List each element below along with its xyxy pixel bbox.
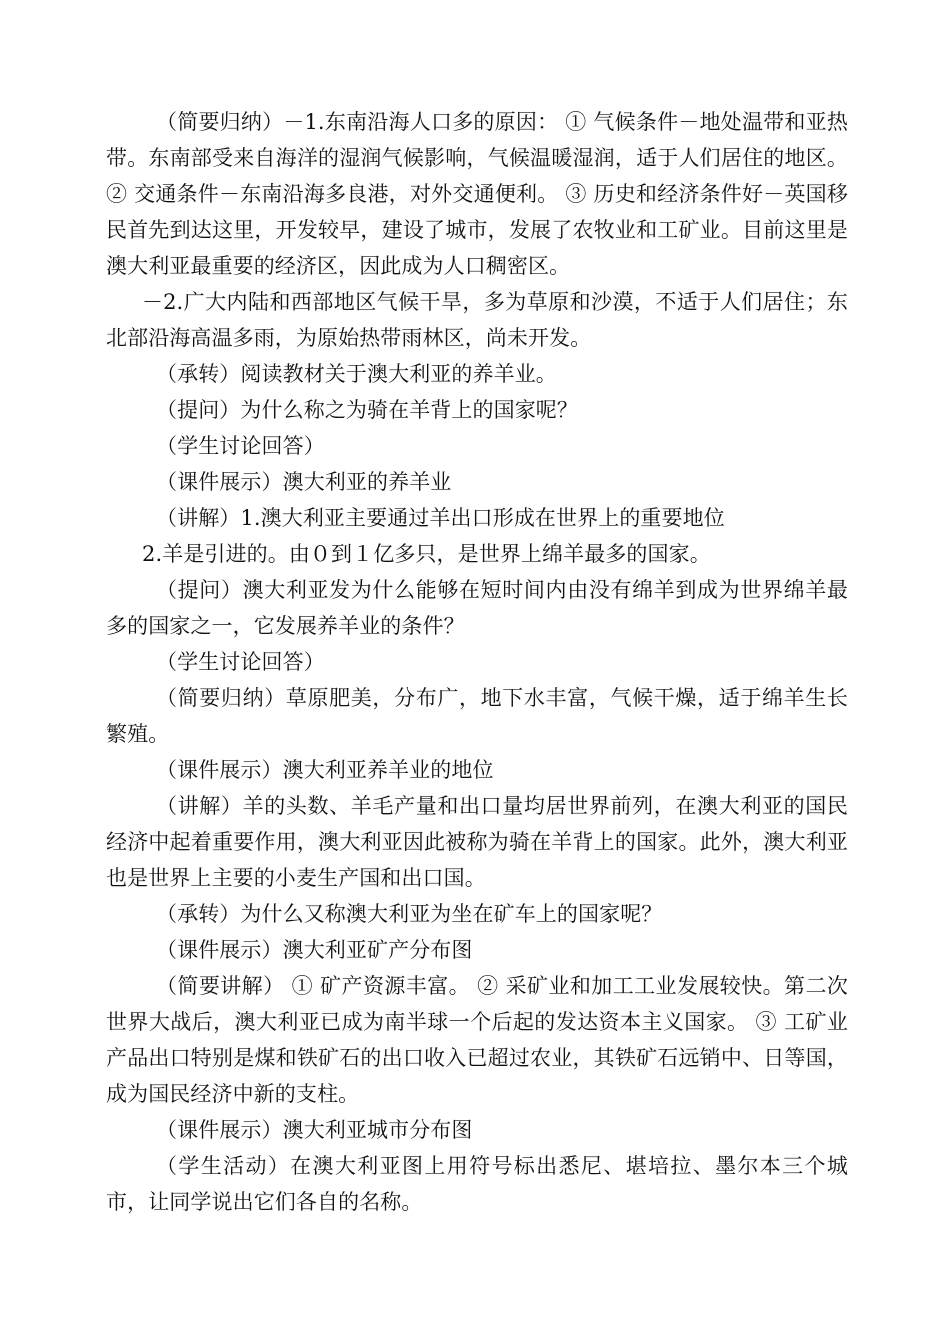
paragraph-student-activity: （学生活动）在澳大利亚图上用符号标出悉尼、堪培拉、墨尔本三个城市，让同学说出它们各自的名称。 — [106, 1154, 848, 1214]
paragraph-sheep-introduced: 2.羊是引进的。由０到１亿多只，是世界上绵羊最多的国家。 — [142, 542, 711, 566]
paragraph-question-sheep-back: （提问）为什么称之为骑在羊背上的国家呢？ — [156, 398, 578, 422]
paragraph-courseware-cities: （课件展示）澳大利亚城市分布图 — [156, 1118, 473, 1142]
paragraph-courseware-minerals: （课件展示）澳大利亚矿产分布图 — [156, 938, 473, 962]
paragraph-explain-minerals: （简要讲解） ① 矿产资源丰富。 ② 采矿业和加工工业发展较快。第二次世界大战后，澳大利亚已成为南半球一个后起的发达资本主义国家。 ③ 工矿业产品出口特别是煤和铁矿石的出口收入已超过农业，其铁矿石远销中、日等国，成为国民经济中新的支柱。 — [106, 974, 848, 1106]
paragraph-transition-mine-cart: （承转）为什么又称澳大利亚为坐在矿车上的国家呢？ — [156, 902, 663, 926]
paragraph-summary-grassland: （简要归纳）草原肥美，分布广，地下水丰富，气候干燥，适于绵羊生长繁殖。 — [106, 686, 848, 746]
paragraph-courseware-sheep: （课件展示）澳大利亚的养羊业 — [156, 470, 452, 494]
paragraph-inland-west: －2.广大内陆和西部地区气候干旱，多为草原和沙漠，不适于人们居住；东北部沿海高温多雨，为原始热带雨林区，尚未开发。 — [106, 290, 848, 350]
paragraph-summary-population: （简要归纳）－1.东南沿海人口多的原因： ① 气候条件－地处温带和亚热带。东南部受来自海洋的湿润气候影响，气候温暖湿润，适于人们居住的地区。 ② 交通条件－东南沿海多良港，对外交通便利。 ③ 历史和经济条件好－英国移民首先到达这里，开发较早，建设了城市，发展了农牧业和工矿业。目前这里是澳大利亚最重要的经济区，因此成为人口稠密区。 — [106, 110, 848, 278]
paragraph-explain-export: （讲解）1.澳大利亚主要通过羊出口形成在世界上的重要地位 — [156, 506, 725, 530]
paragraph-courseware-status: （课件展示）澳大利亚养羊业的地位 — [156, 758, 494, 782]
paragraph-question-conditions: （提问）澳大利亚发为什么能够在短时间内由没有绵羊到成为世界绵羊最多的国家之一，它发展养羊业的条件？ — [106, 578, 848, 638]
paragraph-student-discussion-2: （学生讨论回答） — [156, 650, 325, 674]
document-body — [106, 104, 848, 1220]
paragraph-student-discussion: （学生讨论回答） — [156, 434, 325, 458]
paragraph-explain-economy: （讲解）羊的头数、羊毛产量和出口量均居世界前列，在澳大利亚的国民经济中起着重要作用，澳大利亚因此被称为骑在羊背上的国家。此外，澳大利亚也是世界上主要的小麦生产国和出口国。 — [106, 794, 848, 890]
paragraph-transition-sheep: （承转）阅读教材关于澳大利亚的养羊业。 — [156, 362, 557, 386]
